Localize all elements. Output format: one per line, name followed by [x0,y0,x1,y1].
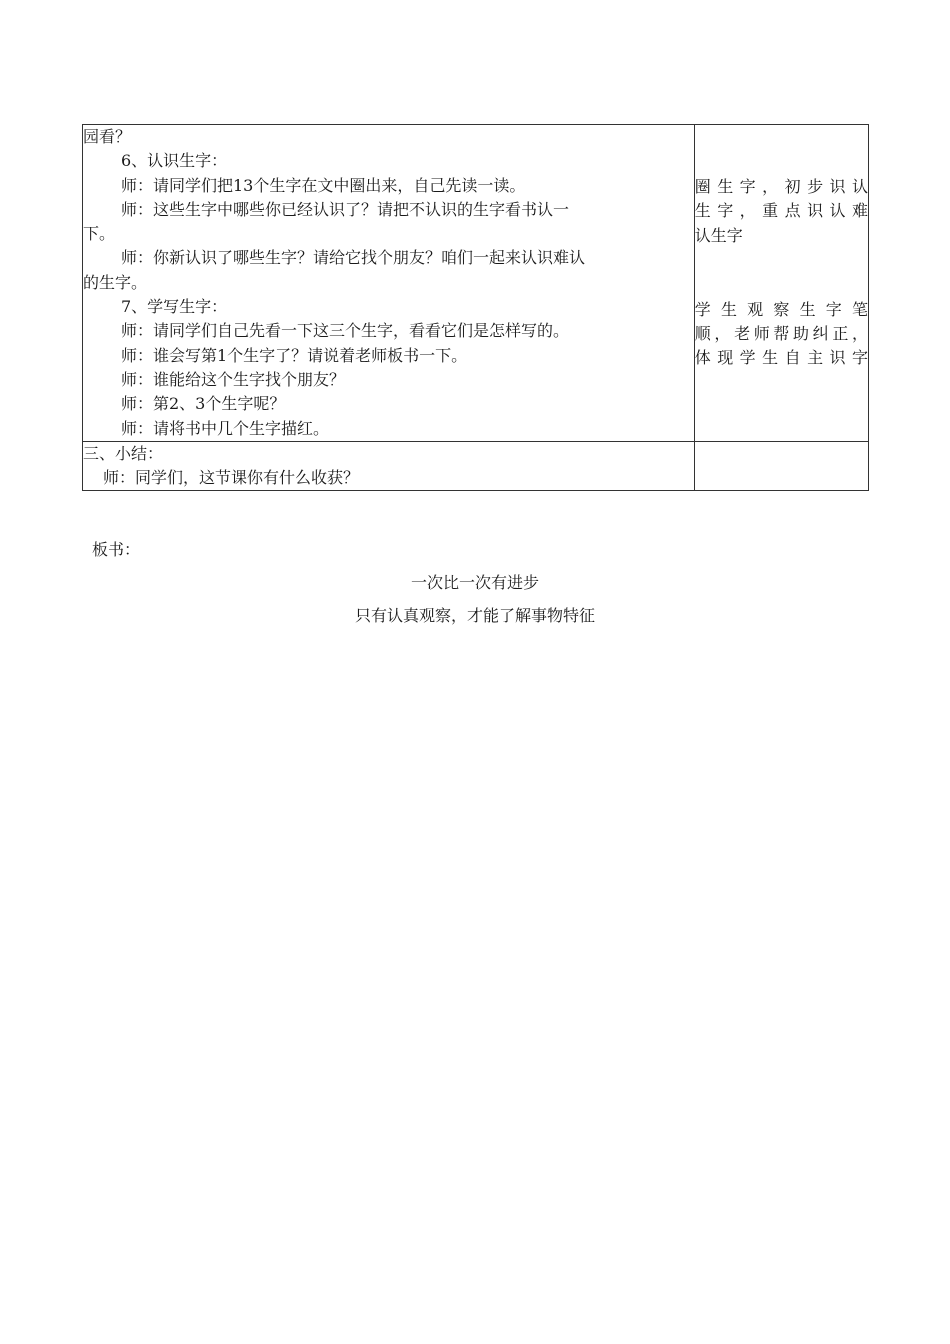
design-intent-cell [694,125,868,442]
note-line: 顺，老师帮助纠正， [694,324,868,344]
summary-line: 师：同学们，这节课你有什么收获？ [103,468,360,488]
procedure-line: 师：第2、3个生字呢？ [121,394,286,414]
procedure-line: 的生字。 [83,272,148,292]
procedure-line: 师：请将书中几个生字描红。 [121,418,330,438]
design-note-recognition [695,175,868,248]
note-line: 学生观察生字笔 [694,299,868,319]
table-row-summary [83,441,869,491]
note-line: 体现学生自主识字 [694,348,868,368]
summary-cell [83,441,695,491]
procedure-line: 师：请同学们自己先看一下这三个生字，看看它们是怎样写的。 [121,321,570,341]
procedure-line: 师：这些生字中哪些你已经认识了？请把不认识的生字看书认一 [121,199,570,219]
note-line: 生字，重点识认难 [694,201,868,221]
procedure-line: 师：谁能给这个生字找个朋友？ [121,369,346,389]
procedure-cell [83,125,695,442]
procedure-line: 师：谁会写第1个生字了？请说着老师板书一下。 [121,345,468,365]
note-line: 认生字 [694,225,743,245]
design-note-writing [695,298,868,371]
blackboard-label: 板书： [92,540,141,559]
blackboard-line: 只有认真观察，才能了解事物特征 [354,606,595,625]
summary-heading: 三、小结： [83,443,164,463]
procedure-step-heading: 7、学写生字： [121,297,228,317]
table-row-section-two [83,125,869,442]
procedure-line: 师：请同学们把13个生字在文中圈出来，自己先读一读。 [121,175,526,195]
blackboard-line: 一次比一次有进步 [410,573,539,592]
procedure-line: 下。 [83,224,116,244]
note-line: 圈生字，初步识认 [694,177,868,196]
procedure-line: 园看？ [83,127,132,146]
procedure-step-heading: 6、认识生字： [121,151,228,171]
summary-note-cell [694,441,868,491]
lesson-plan-table [82,124,869,491]
procedure-line: 师：你新认识了哪些生字？请给它找个朋友？咱们一起来认识难认 [121,248,586,268]
